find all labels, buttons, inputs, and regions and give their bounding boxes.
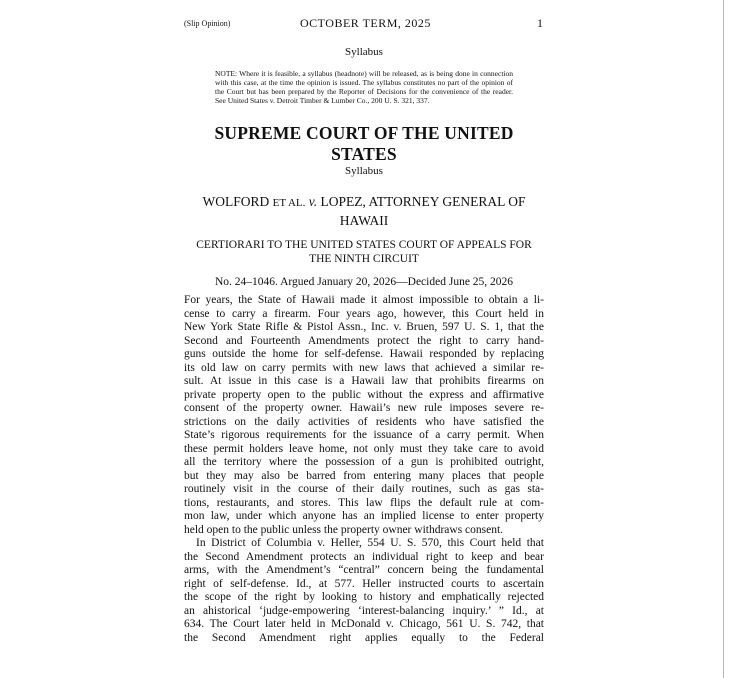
body-line: the Second Amendment right applies equally to the Federal — [184, 631, 544, 644]
paragraph-1 — [184, 294, 544, 537]
body-line: right of self-defense. Id., at 577. Heller instructed courts to ascertain — [184, 577, 544, 590]
running-header — [0, 16, 734, 34]
page-edge-border — [723, 0, 724, 678]
certiorari-line: CERTIORARI TO THE UNITED STATES COURT OF APPEALS FOR THE NINTH CIRCUIT — [196, 239, 532, 265]
court-name: SUPREME COURT OF THE UNITED STATES — [214, 123, 514, 164]
syllabus-body — [184, 294, 544, 645]
body-line: 634. The Court later held in McDonald v. Chicago, 561 U. S. 742, that — [184, 618, 544, 630]
body-line: In District of Columbia v. Heller, 554 U. S. 570, this Court held that — [196, 537, 544, 549]
body-line: New York State Rifle & Pistol Assn., Inc. v. Bruen, 597 U. S. 1, that the — [184, 321, 544, 333]
caption-petitioner: WOLFORD — [202, 194, 270, 209]
body-line: these permit holders leave home, not only must they take care to avoid — [184, 442, 544, 455]
body-line: tions, restaurants, and stores. This law flips the default rule at com- — [184, 496, 544, 509]
body-line: but they may also be barred from entering many places that people — [184, 469, 544, 482]
body-line: consent of the property owner. Hawaii’s new rule imposes severe re- — [184, 402, 544, 414]
body-line: For years, the State of Hawaii made it almost impossible to obtain a li- — [184, 294, 544, 306]
term-label: OCTOBER TERM, 2025 — [300, 16, 431, 30]
body-line: guns outside the home for self-defense. Hawaii responded by replacing — [184, 348, 544, 360]
body-line: cense to carry a firearm. Four years ago, however, this Court held in — [184, 307, 544, 320]
body-line: sult. At issue in this case is a Hawaii law that prohibits firearms on — [184, 375, 544, 387]
body-line: Second and Fourteenth Amendments protect the right to carry hand- — [184, 334, 544, 347]
body-line: private property open to the public without the express and affirmative — [184, 388, 544, 401]
slip-opinion-label: (Slip Opinion) — [184, 19, 231, 28]
page-number: 1 — [537, 16, 543, 30]
body-line: all the territory where the possession of a gun is prohibited outright, — [184, 456, 544, 468]
caption-versus: v. — [308, 194, 318, 209]
body-line: held open to the public unless the property owner withdraws consent. — [184, 523, 504, 536]
syllabus-note: NOTE: Where it is feasible, a syllabus (headnote) will be released, as is being done in connection with this case, at the time the opinion is issued. The syllabus constitutes no part of the opinion of the Court but has been prepared by the Reporter of Decisions for the convenience of the reader. See United States v. Detroit Timber & Lumber Co., 200 U. S. 321, 337. — [215, 69, 513, 105]
syllabus-heading: Syllabus — [345, 165, 383, 177]
body-line: State’s rigorous requirements for the issuance of a carry permit. When — [184, 429, 544, 441]
caption-et-al: ET AL. — [272, 197, 306, 209]
paragraph-2 — [184, 537, 544, 645]
caption-respondent: LOPEZ, ATTORNEY GENERAL OF HAWAII — [320, 194, 526, 228]
body-line: mon law, under which anyone has an implied license to enter property — [184, 510, 544, 522]
body-line: an ahistorical ‘judge-empowering ‘interest-balancing inquiry.’ ” Id., at — [184, 604, 544, 617]
body-line: strictions on the daily activities of residents who have satisfied the — [184, 415, 544, 428]
body-line: the Second Amendment protects an individual right to keep and bear — [184, 550, 544, 563]
body-line: the scope of the right by looking to history and emphatically rejected — [184, 591, 544, 603]
body-line: routinely visit in the course of their daily routines, such as gas sta- — [184, 483, 544, 495]
docket-line: No. 24–1046. Argued January 20, 2026—Decided June 25, 2026 — [214, 276, 514, 288]
syllabus-heading-top: Syllabus — [345, 46, 383, 58]
body-line: arms, with the Amendment’s “central” concern being the fundamental — [184, 564, 544, 576]
body-line: its old law on carry permits with new laws that achieved a similar re- — [184, 361, 544, 374]
case-caption — [184, 193, 544, 229]
